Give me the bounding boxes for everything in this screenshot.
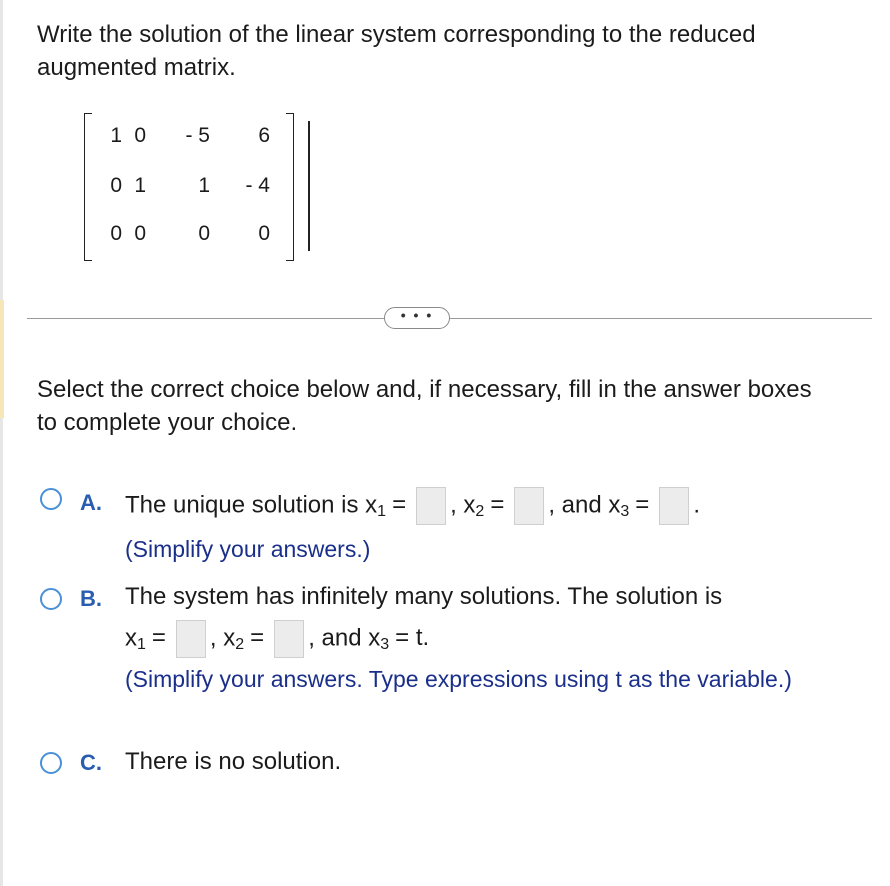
choice-b-x3-value: = t. (395, 624, 430, 652)
matrix-left-bracket (84, 113, 92, 261)
matrix-cell: - 4 (245, 174, 270, 197)
choice-a-radio[interactable] (40, 488, 62, 510)
matrix-cell: 0 (258, 222, 270, 245)
left-edge-accent (0, 300, 4, 418)
matrix-cell: 1 (134, 174, 146, 197)
choice-b-x2-label: , x (209, 624, 236, 652)
choice-c-text: There is no solution. (125, 748, 342, 775)
choice-b-letter: B. (80, 586, 102, 611)
answer-box-a-x2[interactable] (514, 487, 544, 525)
more-options-button[interactable]: • • • (384, 307, 450, 329)
choice-b-text: The system has infinitely many solutions. The solution is (125, 583, 723, 610)
choice-b-x1-label: x (125, 624, 137, 652)
subscript: 2 (235, 636, 245, 654)
choice-a-x3-label: , and x (548, 491, 621, 519)
matrix-right-bracket (286, 113, 294, 261)
equals-sign: = (635, 491, 650, 519)
choice-b-hint: (Simplify your answers. Type expressions using t as the variable.) (125, 666, 792, 692)
choice-a-prefix: The unique solution is x (125, 491, 378, 519)
matrix-cell: 1 (198, 174, 210, 197)
equals-sign: = (490, 491, 505, 519)
choice-a-hint: (Simplify your answers.) (125, 536, 371, 562)
matrix-cell: 0 (198, 222, 210, 245)
answer-box-a-x1[interactable] (416, 487, 446, 525)
choice-a-x2-label: , x (450, 491, 476, 519)
subscript: 1 (377, 503, 387, 521)
choice-b-statement (125, 620, 429, 658)
matrix-cell: 6 (258, 124, 270, 147)
matrix-cell: 0 (110, 174, 122, 197)
subscript: 3 (620, 503, 630, 521)
matrix-cell: 0 (134, 124, 146, 147)
matrix-cell: 0 (134, 222, 146, 245)
choice-a-statement (125, 487, 700, 525)
choice-b-radio[interactable] (40, 588, 62, 610)
answer-box-b-x2[interactable] (274, 620, 304, 658)
subscript: 3 (380, 636, 390, 654)
augmented-matrix (84, 113, 294, 261)
period: . (693, 491, 700, 519)
equals-sign: = (392, 491, 407, 519)
instruction-text: Select the correct choice below and, if necessary, fill in the answer boxes to complete your choice. (37, 376, 812, 436)
left-edge-rule (0, 0, 3, 886)
matrix-cell: - 5 (185, 124, 210, 147)
choice-c-letter: C. (80, 750, 102, 775)
question-text: Write the solution of the linear system corresponding to the reduced augmented matrix. (37, 21, 756, 81)
equals-sign: = (151, 624, 166, 652)
augmentation-line (308, 121, 310, 251)
answer-box-a-x3[interactable] (659, 487, 689, 525)
equals-sign: = (250, 624, 265, 652)
subscript: 1 (137, 636, 146, 654)
choice-c-radio[interactable] (40, 752, 62, 774)
subscript: 2 (475, 503, 485, 521)
choice-a-letter: A. (80, 490, 102, 515)
answer-box-b-x1[interactable] (176, 620, 206, 658)
matrix-cell: 0 (110, 222, 122, 245)
matrix-cell: 1 (110, 124, 122, 147)
choice-b-x3-label: , and x (308, 624, 381, 652)
